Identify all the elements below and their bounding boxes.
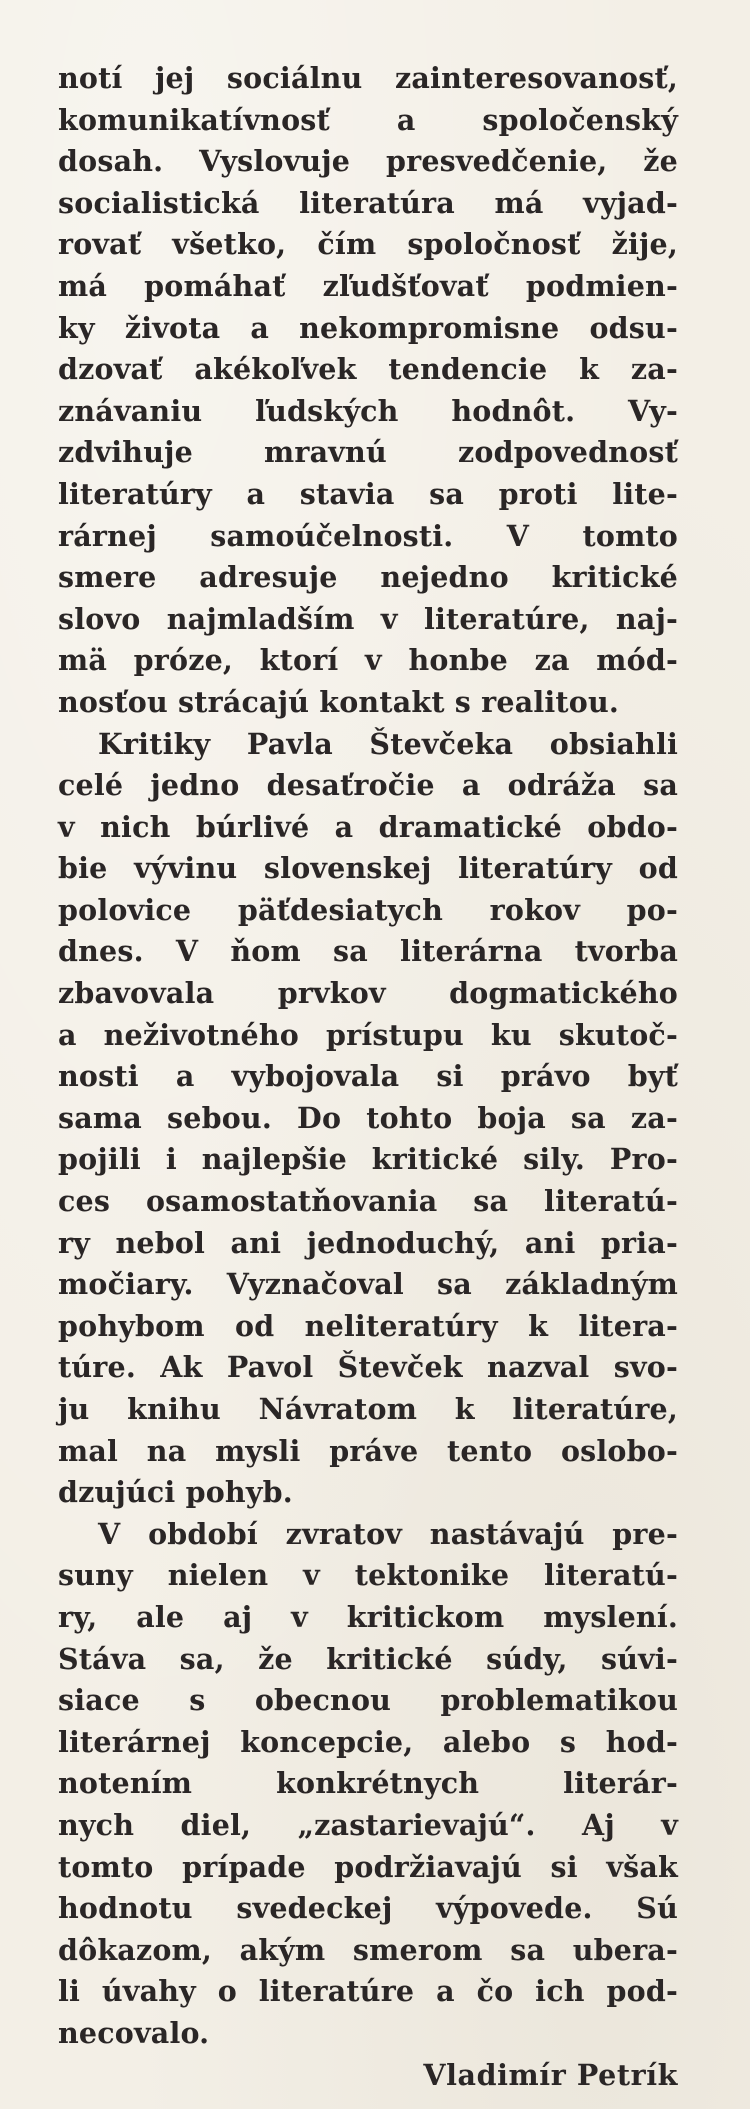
- text-line: dosah. Vyslovuje presvedčenie, že: [58, 144, 678, 179]
- text-line: túre. Ak Pavol Števček nazval svo-: [58, 1350, 678, 1385]
- text-line: li úvahy o literatúre a čo ich pod-: [58, 1974, 678, 2009]
- text-line: socialistická literatúra má vyjad-: [58, 185, 678, 220]
- text-line: komunikatívnosť a spoločenský: [58, 102, 678, 137]
- text-line: rovať všetko, čím spoločnosť žije,: [58, 227, 678, 262]
- text-line: hodnotu svedeckej výpovede. Sú: [58, 1891, 678, 1926]
- text-line: tomto prípade podržiavajú si však: [58, 1849, 678, 1884]
- text-line: Stáva sa, že kritické súdy, súvi-: [58, 1641, 678, 1676]
- paragraph-1: [58, 58, 678, 724]
- text-line: polovice päťdesiatych rokov po-: [58, 892, 678, 927]
- text-line: Kritiky Pavla Števčeka obsiahli: [98, 726, 678, 761]
- text-line: znávaniu ľudských hodnôt. Vy-: [58, 393, 678, 428]
- text-line: dnes. V ňom sa literárna tvorba: [58, 934, 678, 969]
- text-line: ry, ale aj v kritickom myslení.: [58, 1599, 678, 1634]
- text-line: dzovať akékoľvek tendencie k za-: [58, 352, 678, 387]
- article-text: [58, 58, 678, 2096]
- text-line: mal na mysli práve tento oslobo-: [58, 1433, 678, 1468]
- text-line: má pomáhať zľudšťovať podmien-: [58, 268, 678, 303]
- text-line: mä próze, ktorí v honbe za mód-: [58, 643, 678, 678]
- text-line: dôkazom, akým smerom sa ubera-: [58, 1932, 678, 1967]
- paragraph-3: [58, 1514, 678, 2055]
- text-line: ry nebol ani jednoduchý, ani pria-: [58, 1225, 678, 1260]
- text-line: suny nielen v tektonike literatú-: [58, 1558, 678, 1593]
- text-line: zdvihuje mravnú zodpovednosť: [58, 435, 678, 470]
- text-line: pojili i najlepšie kritické sily. Pro-: [58, 1142, 678, 1177]
- text-line: v nich búrlivé a dramatické obdo-: [58, 809, 678, 844]
- text-line: zbavovala prvkov dogmatického: [58, 976, 678, 1011]
- text-line: necovalo.: [58, 2015, 210, 2050]
- text-line: dzujúci pohyb.: [58, 1475, 293, 1510]
- text-line: ky života a nekompromisne odsu-: [58, 310, 678, 345]
- text-line: bie vývinu slovenskej literatúry od: [58, 851, 678, 886]
- text-line: notí jej sociálnu zainteresovanosť,: [58, 61, 678, 95]
- text-line: notením konkrétnych literár-: [58, 1766, 678, 1801]
- text-line: sama sebou. Do tohto boja sa za-: [58, 1100, 678, 1135]
- text-line: literárnej koncepcie, alebo s hod-: [58, 1724, 678, 1759]
- text-line: V období zvratov nastávajú pre-: [98, 1516, 678, 1551]
- text-line: celé jedno desaťročie a odráža sa: [58, 768, 678, 803]
- text-line: pohybom od neliteratúry k litera-: [58, 1308, 678, 1343]
- text-line: nosťou strácajú kontakt s realitou.: [58, 684, 620, 719]
- text-line: smere adresuje nejedno kritické: [58, 560, 678, 595]
- text-line: slovo najmladším v literatúre, naj-: [58, 601, 678, 636]
- text-line: nosti a vybojovala si právo byť: [58, 1059, 678, 1094]
- text-line: a neživotného prístupu ku skutoč-: [58, 1017, 678, 1052]
- author-signature: Vladimír Petrík: [423, 2057, 678, 2092]
- text-line: močiary. Vyznačoval sa základným: [58, 1267, 678, 1302]
- text-line: literatúry a stavia sa proti lite-: [58, 476, 678, 511]
- text-line: nych diel, „zastarievajú“. Aj v: [58, 1807, 678, 1842]
- paragraph-2: [58, 724, 678, 1514]
- text-line: ju knihu Návratom k literatúre,: [58, 1392, 678, 1426]
- text-line: ces osamostatňovania sa literatú-: [58, 1184, 678, 1219]
- text-line: rárnej samoúčelnosti. V tomto: [58, 518, 678, 553]
- text-line: siace s obecnou problematikou: [58, 1683, 678, 1718]
